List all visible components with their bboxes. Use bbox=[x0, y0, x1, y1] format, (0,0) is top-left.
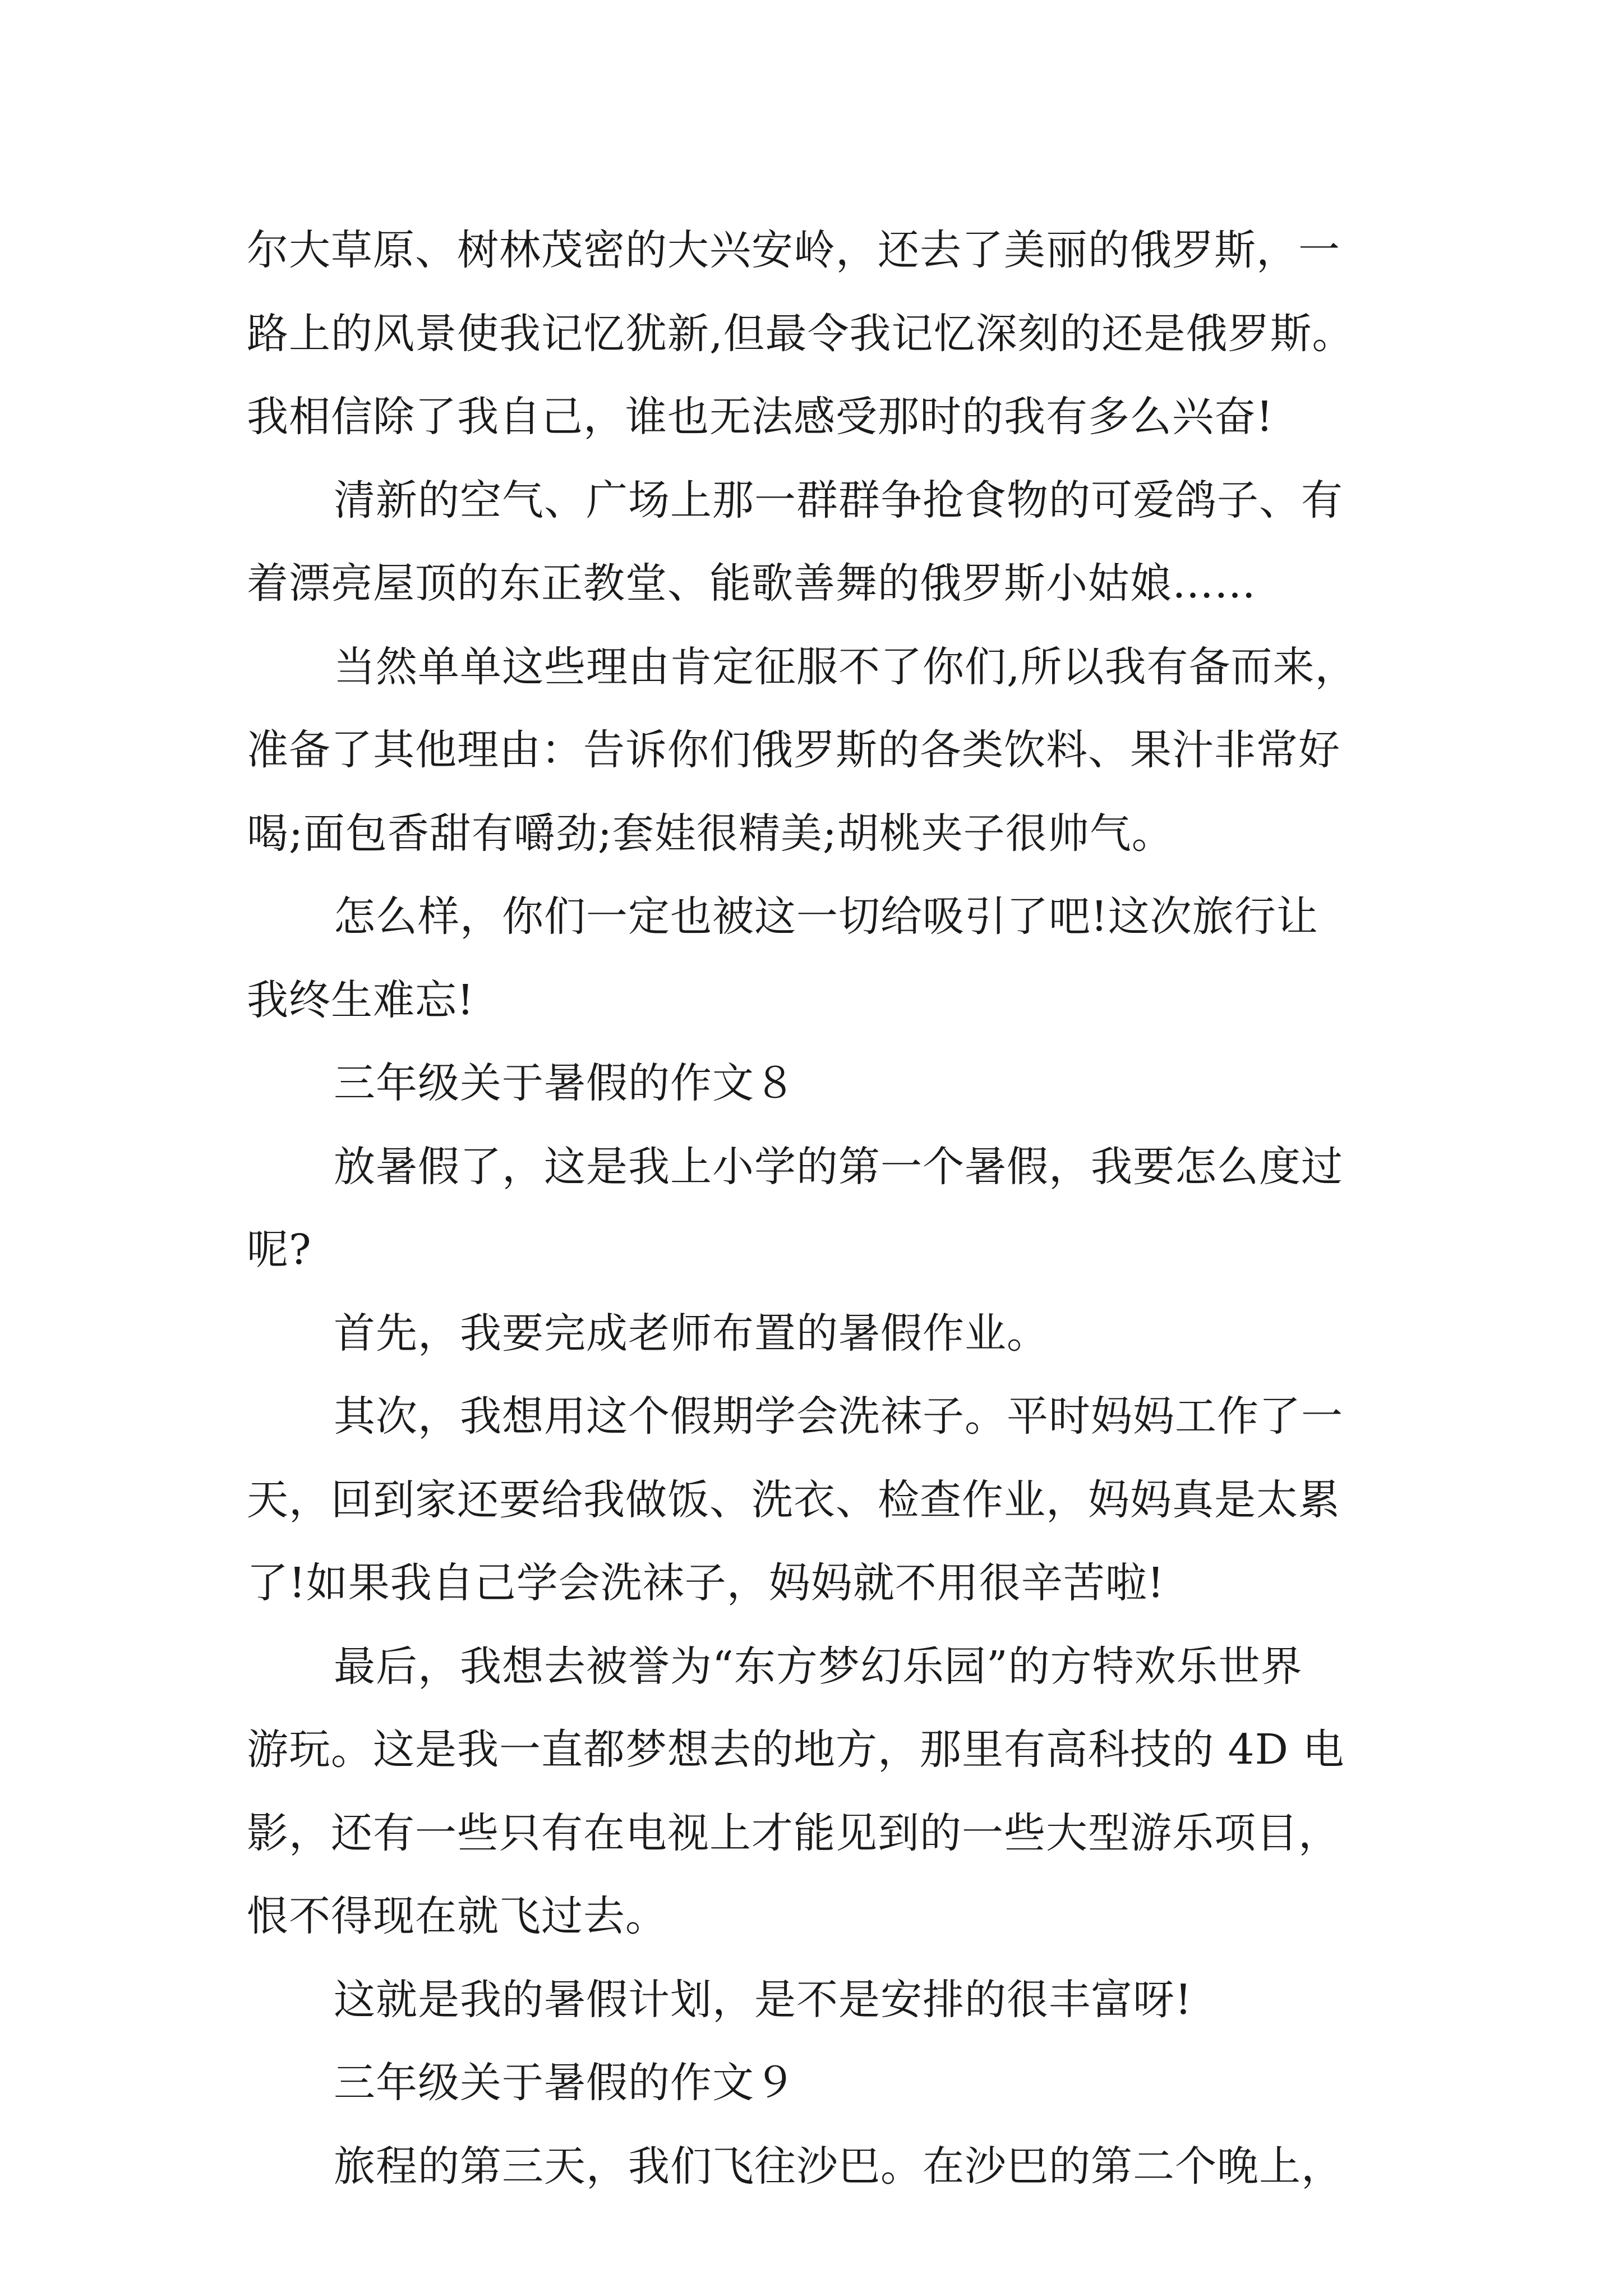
text-line: 天，回到家还要给我做饭、洗衣、检查作业，妈妈真是太累 bbox=[247, 1475, 1340, 1524]
text-line: 路上的风景使我记忆犹新,但最令我记忆深刻的还是俄罗斯。 bbox=[247, 309, 1354, 358]
text-line: 这就是我的暑假计划，是不是安排的很丰富呀! bbox=[334, 1975, 1192, 2024]
text-line: 清新的空气、广场上那一群群争抢食物的可爱鸽子、有 bbox=[334, 476, 1343, 524]
text-line: 放暑假了，这是我上小学的第一个暑假，我要怎么度过 bbox=[334, 1142, 1343, 1191]
text-line: 了!如果我自己学会洗袜子，妈妈就不用很辛苦啦! bbox=[247, 1559, 1165, 1607]
text-line: 着漂亮屋顶的东正教堂、能歌善舞的俄罗斯小姑娘…… bbox=[247, 559, 1256, 608]
text-line: 准备了其他理由：告诉你们俄罗斯的各类饮料、果汁非常好 bbox=[247, 726, 1340, 774]
text-line: 影，还有一些只有在电视上才能见到的一些大型游乐项目， bbox=[247, 1809, 1340, 1857]
text-line: 三年级关于暑假的作文８ bbox=[334, 1059, 796, 1107]
text-line: 游玩。这是我一直都梦想去的地方，那里有高科技的 4D 电 bbox=[247, 1726, 1345, 1774]
text-line: 其次，我想用这个假期学会洗袜子。平时妈妈工作了一 bbox=[334, 1392, 1343, 1441]
text-line: 我相信除了我自己，谁也无法感受那时的我有多么兴奋! bbox=[247, 393, 1274, 441]
text-line: 最后，我想去被誉为“东方梦幻乐园”的方特欢乐世界 bbox=[334, 1642, 1303, 1691]
text-line: 旅程的第三天，我们飞往沙巴。在沙巴的第二个晚上， bbox=[334, 2142, 1343, 2191]
text-line: 尔大草原、树林茂密的大兴安岭，还去了美丽的俄罗斯，一 bbox=[247, 226, 1340, 274]
text-line: 呢? bbox=[247, 1226, 312, 1274]
text-line: 首先，我要完成老师布置的暑假作业。 bbox=[334, 1309, 1049, 1358]
text-line: 当然单单这些理由肯定征服不了你们,所以我有备而来， bbox=[334, 642, 1357, 691]
text-line: 恨不得现在就飞过去。 bbox=[247, 1892, 667, 1940]
document-body bbox=[247, 209, 1447, 2208]
text-line: 三年级关于暑假的作文９ bbox=[334, 2059, 796, 2107]
text-line: 怎么样，你们一定也被这一切给吸引了吧!这次旅行让 bbox=[334, 892, 1318, 941]
text-line: 喝;面包香甜有嚼劲;套娃很精美;胡桃夹子很帅气。 bbox=[247, 809, 1174, 858]
text-line: 我终生难忘! bbox=[247, 976, 474, 1024]
